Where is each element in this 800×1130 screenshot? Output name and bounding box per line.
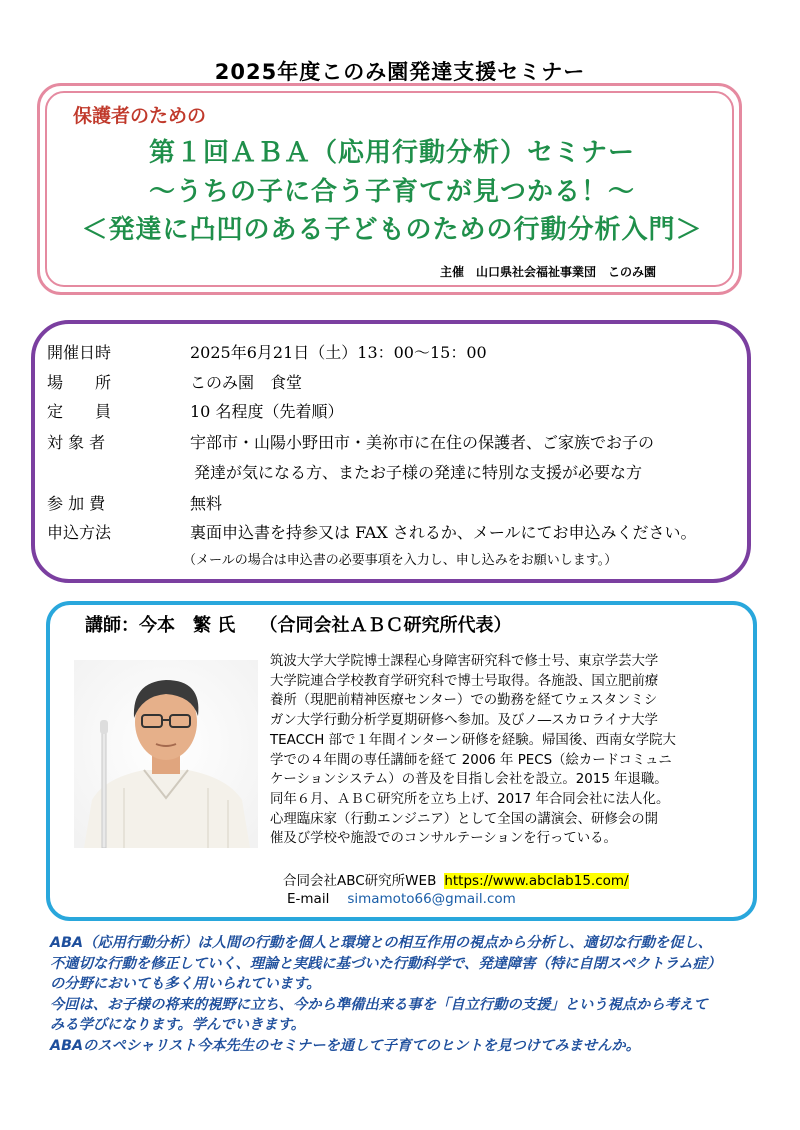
web-row [283, 869, 629, 889]
email-label: E-mail [287, 891, 330, 907]
seminar-series-title: 2025年度このみ園発達支援セミナー [214, 60, 586, 84]
info-label: 対 象 者 [47, 433, 106, 452]
header-subtitle: 保護者のための [73, 105, 207, 127]
bio-line: ケーションシステム）の普及を目指し会社を設立。2015 年退職。 [270, 772, 668, 788]
info-label: 申込方法 [47, 523, 112, 542]
info-value: 宇部市・山陽小野田市・美祢市に在住の保護者、ご家族でお子の [190, 433, 655, 452]
bio-line: 筑波大学大学院博士課程心身障害研究科で修士号、東京学芸大学 [270, 654, 659, 669]
lecturer-title: 講師：今本 繁 氏 （合同会社ＡＢＣ研究所代表） [85, 615, 512, 636]
bio-line: 同年６月、ＡＢＣ研究所を立ち上げ、2017 年合同会社に法人化。 [270, 791, 670, 807]
bio-line: 催及び学校や施設でのコンサルテーションを行っている。 [270, 831, 617, 847]
aba-description [50, 933, 770, 1057]
organizer: 主催 山口県社会福祉事業団 このみ園 [440, 265, 657, 279]
description-line: みる学びになります。学んでいきます。 [50, 1017, 306, 1034]
info-value: このみ園 食堂 [190, 373, 303, 392]
bio-line: 養所（現肥前精神医療センター）での勤務を経てウェスタンミシ [270, 693, 658, 709]
seminar-title: 第１回ＡＢＡ（応用行動分析）セミナー [148, 138, 635, 168]
lecturer-photo [74, 660, 258, 848]
description-line: ABA（応用行動分析）は人間の行動を個人と環境との相互作用の視点から分析し、適切な行動を促し、 [50, 935, 713, 951]
email-link[interactable]: simamoto66@gmail.com [347, 891, 516, 907]
seminar-tagline: ～うちの子に合う子育てが見つかる！～ [148, 177, 635, 207]
info-value: 2025年6月21日（土）13：00～15：00 [190, 343, 487, 362]
bio-line: TEACCH 部で１年間インターン研修を経験。帰国後、西南女学院大 [270, 732, 676, 748]
bio-line: 大学院連合学校教育学研究科で博士号取得。各施設、国立肥前療 [270, 673, 659, 689]
lecturer-bio [270, 652, 748, 849]
info-label: 場 所 [47, 373, 112, 392]
seminar-topic: ＜発達に凸凹のある子どものための行動分析入門＞ [81, 215, 703, 245]
description-line: の分野においても多く用いられています。 [50, 976, 321, 993]
description-line: 不適切な行動を修正していく、理論と実践に基づいた行動科学で、発達障害（特に自閉スペクトラム症） [50, 955, 722, 972]
bio-line: 学での４年間の専任講師を経て 2006 年 PECS（絵カードコミュニ [270, 752, 672, 768]
info-value: 無料 [190, 494, 223, 513]
info-label: 開催日時 [47, 343, 112, 362]
application-note: （メールの場合は申込書の必要事項を入力し、申し込みをお願いします。） [183, 553, 618, 568]
web-label: 合同会社ABC研究所WEB [283, 873, 437, 889]
info-label: 定 員 [47, 402, 112, 421]
info-value: 発達が気になる方、またお子様の発達に特別な支援が必要な方 [194, 463, 643, 482]
bio-line: ガン大学行動分析学夏期研修へ参加。及びノ―スカロライナ大学 [270, 713, 658, 729]
email-row [287, 891, 516, 907]
bio-line: 心理臨床家（行動エンジニア）として全国の講演会、研修会の開 [270, 811, 658, 827]
web-link[interactable]: https://www.abclab15.com/ [444, 873, 629, 889]
info-label: 参 加 費 [47, 494, 106, 513]
description-line: 今回は、お子様の将来的視野に立ち、今から準備出来る事を「自立行動の支援」という視点から考えて [50, 996, 708, 1013]
info-value: 10 名程度（先着順） [190, 402, 344, 421]
description-line: ABAのスペシャリスト今本先生のセミナーを通して子育てのヒントを見つけてみませんか。 [50, 1037, 641, 1054]
info-value: 裏面申込書を持参又は FAX されるか、メールにてお申込みください。 [190, 523, 697, 542]
